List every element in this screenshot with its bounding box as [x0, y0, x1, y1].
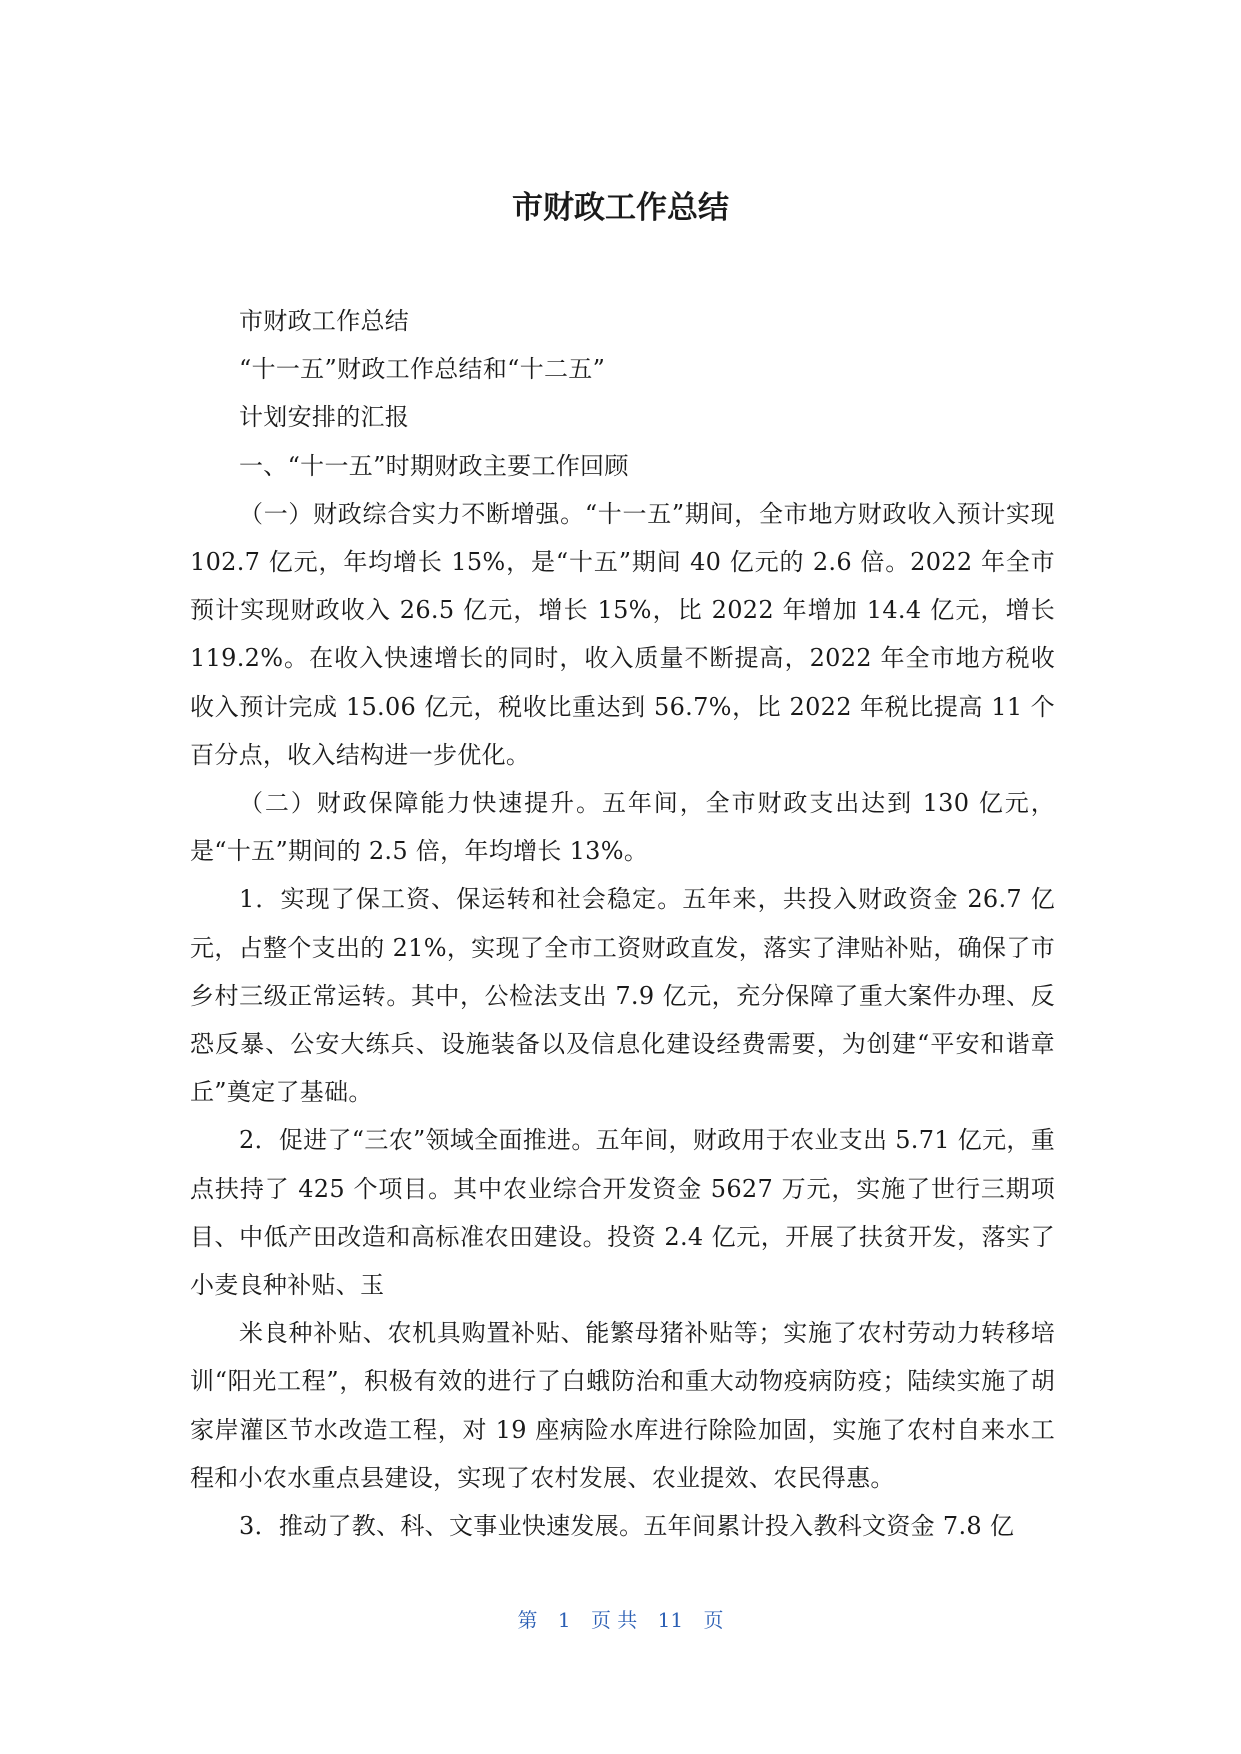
paragraph: （二）财政保障能力快速提升。五年间，全市财政支出达到 130 亿元，是“十五”期间的 2.5 倍，年均增长 13%。 — [190, 789, 1055, 866]
paragraph: 3．推动了教、科、文事业快速发展。五年间累计投入教科文资金 7.8 亿 — [239, 1512, 1015, 1541]
paragraph: 2．促进了“三农”领域全面推进。五年间，财政用于农业支出 5.71 亿元，重点扶持了 425 个项目。其中农业综合开发资金 5627 万元，实施了世行三期项目、中低产田改造和高标准农田建设。投资 2.4 亿元，开展了扶贫开发，落实了小麦良种补贴、玉 — [190, 1126, 1055, 1300]
footer-page-number: 1 — [557, 1608, 571, 1632]
paragraph: “十一五”财政工作总结和“十二五” — [239, 355, 606, 384]
page-footer — [0, 1604, 1241, 1633]
paragraph: 市财政工作总结 — [239, 307, 410, 335]
paragraph: 1．实现了保工资、保运转和社会稳定。五年来，共投入财政资金 26.7 亿元，占整个支出的 21%，实现了全市工资财政直发，落实了津贴补贴，确保了市乡村三级正常运转。其中，公检法支出 7.9 亿元，充分保障了重大案件办理、反恐反暴、公安大练兵、设施装备以及信息化建设经费需要，为创建“平安和谐章丘”奠定了基础。 — [190, 885, 1055, 1107]
footer-middle: 页 共 — [590, 1608, 638, 1632]
paragraph: 一、“十一五”时期财政主要工作回顾 — [239, 451, 629, 480]
document-body — [190, 297, 1055, 1550]
paragraph: （一）财政综合实力不断增强。“十一五”期间，全市地方财政收入预计实现 102.7 亿元，年均增长 15%，是“十五”期间 40 亿元的 2.6 倍。2022 年全市预计实现财政收入 26.5 亿元，增长 15%，比 2022 年增加 14.4 亿元，增长 119.2%。在收入快速增长的同时，收入质量不断提高，2022 年全市地方税收收入预计完成 15.06 亿元，税收比重达到 56.7%，比 2022 年税比提高 11 个百分点，收入结构进一步优化。 — [190, 499, 1055, 769]
footer-total-pages: 11 — [657, 1608, 684, 1632]
footer-suffix: 页 — [703, 1608, 724, 1632]
paragraph: 米良种补贴、农机具购置补贴、能繁母猪补贴等；实施了农村劳动力转移培训“阳光工程”，积极有效的进行了白蛾防治和重大动物疫病防疫；陆续实施了胡家岸灌区节水改造工程，对 19 座病险水库进行除险加固，实施了农村自来水工程和小农水重点县建设，实现了农村发展、农业提效、农民得惠。 — [190, 1319, 1055, 1492]
paragraph: 计划安排的汇报 — [239, 403, 410, 432]
page-title: 市财政工作总结 — [512, 190, 729, 226]
footer-prefix: 第 — [517, 1608, 538, 1632]
